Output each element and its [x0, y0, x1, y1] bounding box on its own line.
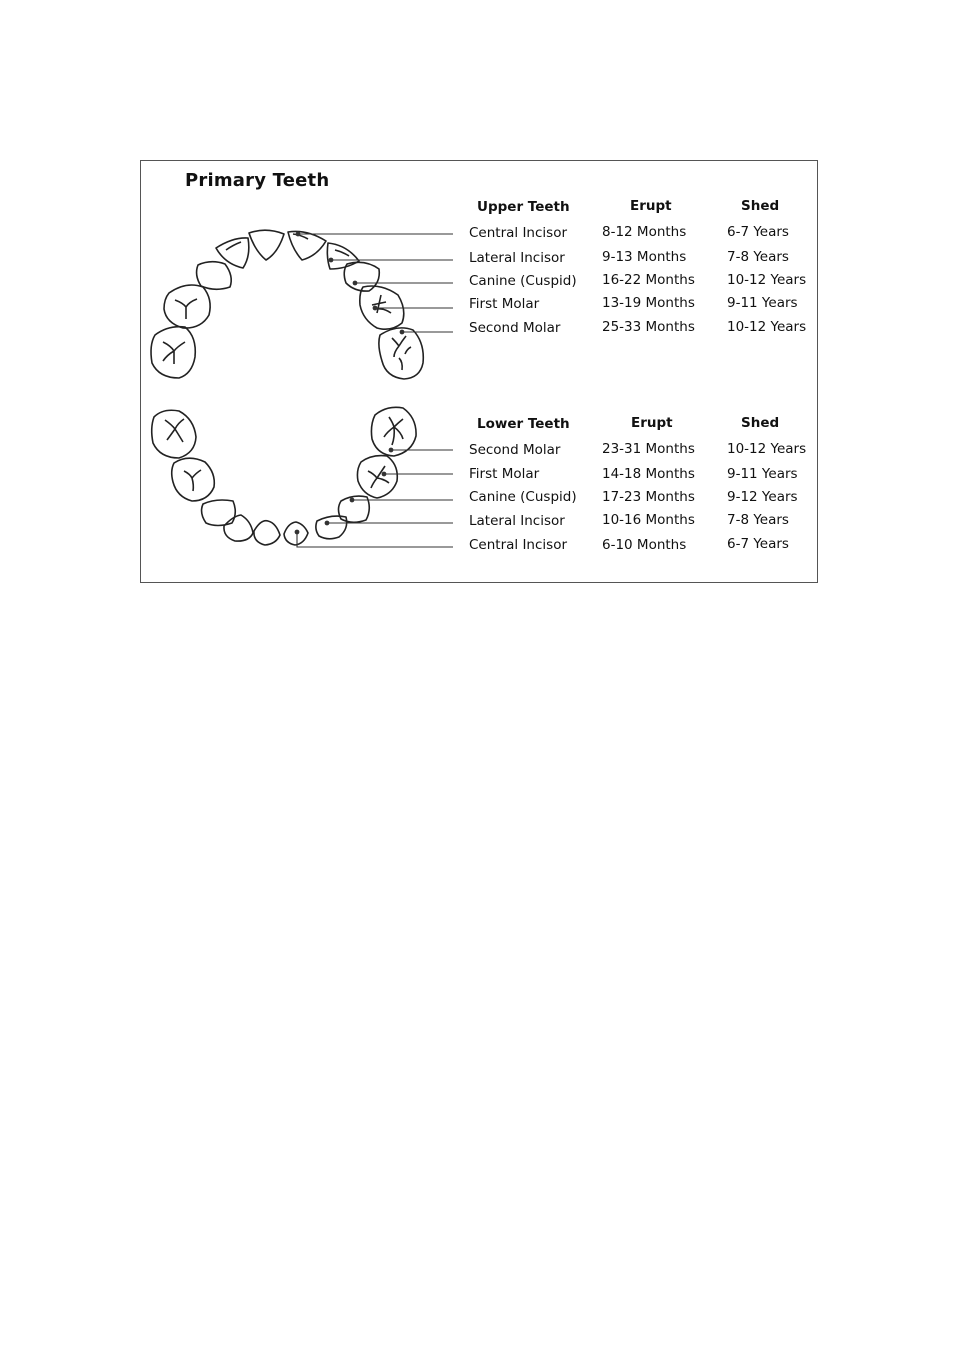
- upper-row-2-name: Lateral Incisor: [469, 250, 565, 266]
- lower-row-3-shed: 9-12 Years: [727, 489, 798, 505]
- upper-row-5-shed: 10-12 Years: [727, 319, 807, 335]
- upper-left-lateral-incisor-tooth: [327, 243, 359, 269]
- lower-row-4-erupt: 10-16 Months: [602, 512, 695, 528]
- lower-shed-header: Shed: [741, 415, 780, 431]
- lower-row-5-erupt: 6-10 Months: [602, 537, 687, 553]
- primary-teeth-figure: [140, 160, 818, 583]
- lower-right-lateral-incisor-tooth: [224, 515, 253, 541]
- lower-right-second-molar-tooth: [152, 410, 196, 458]
- lower-row-2-shed: 9-11 Years: [727, 466, 798, 482]
- upper-row-2-erupt: 9-13 Months: [602, 249, 687, 265]
- lower-right-central-incisor-tooth: [254, 521, 280, 545]
- upper-row-1-erupt: 8-12 Months: [602, 224, 687, 240]
- lower-row-1-shed: 10-12 Years: [727, 441, 807, 457]
- upper-arch: [151, 230, 423, 379]
- upper-row-1-name: Central Incisor: [469, 225, 568, 241]
- upper-right-canine-tooth: [197, 262, 232, 290]
- upper-row-4-erupt: 13-19 Months: [602, 295, 695, 311]
- upper-right-central-incisor-tooth: [249, 230, 284, 260]
- upper-row-3-name: Canine (Cuspid): [469, 273, 577, 289]
- upper-row-5-name: Second Molar: [469, 320, 561, 336]
- lower-leader-lines: [297, 450, 453, 547]
- upper-left-second-molar-tooth: [379, 328, 423, 379]
- upper-row-4-name: First Molar: [469, 296, 540, 312]
- lower-row-2-erupt: 14-18 Months: [602, 466, 695, 482]
- upper-row-1-shed: 6-7 Years: [727, 224, 789, 240]
- upper-row-4-shed: 9-11 Years: [727, 295, 798, 311]
- upper-row-2-shed: 7-8 Years: [727, 249, 789, 265]
- lower-teeth-header: Lower Teeth: [477, 416, 570, 432]
- upper-row-3-erupt: 16-22 Months: [602, 272, 695, 288]
- upper-teeth-header: Upper Teeth: [477, 199, 570, 215]
- upper-row-5-erupt: 25-33 Months: [602, 319, 695, 335]
- upper-erupt-header: Erupt: [630, 198, 672, 214]
- lower-row-5-name: Central Incisor: [469, 537, 568, 553]
- upper-left-central-incisor-tooth: [288, 231, 326, 260]
- upper-row-3-shed: 10-12 Years: [727, 272, 807, 288]
- lower-erupt-header: Erupt: [631, 415, 673, 431]
- lower-row-4-name: Lateral Incisor: [469, 513, 565, 529]
- lower-leader-dots: [295, 448, 394, 535]
- lower-row-5-shed: 6-7 Years: [727, 536, 789, 552]
- lower-row-1-erupt: 23-31 Months: [602, 441, 695, 457]
- lower-row-4-shed: 7-8 Years: [727, 512, 789, 528]
- lower-row-1-name: Second Molar: [469, 442, 561, 458]
- lower-row-3-name: Canine (Cuspid): [469, 489, 577, 505]
- upper-shed-header: Shed: [741, 198, 780, 214]
- figure-title: Primary Teeth: [185, 170, 330, 191]
- lower-row-3-erupt: 17-23 Months: [602, 489, 695, 505]
- lower-right-canine-tooth: [202, 500, 236, 526]
- lower-arch: [152, 407, 416, 545]
- lower-row-2-name: First Molar: [469, 466, 540, 482]
